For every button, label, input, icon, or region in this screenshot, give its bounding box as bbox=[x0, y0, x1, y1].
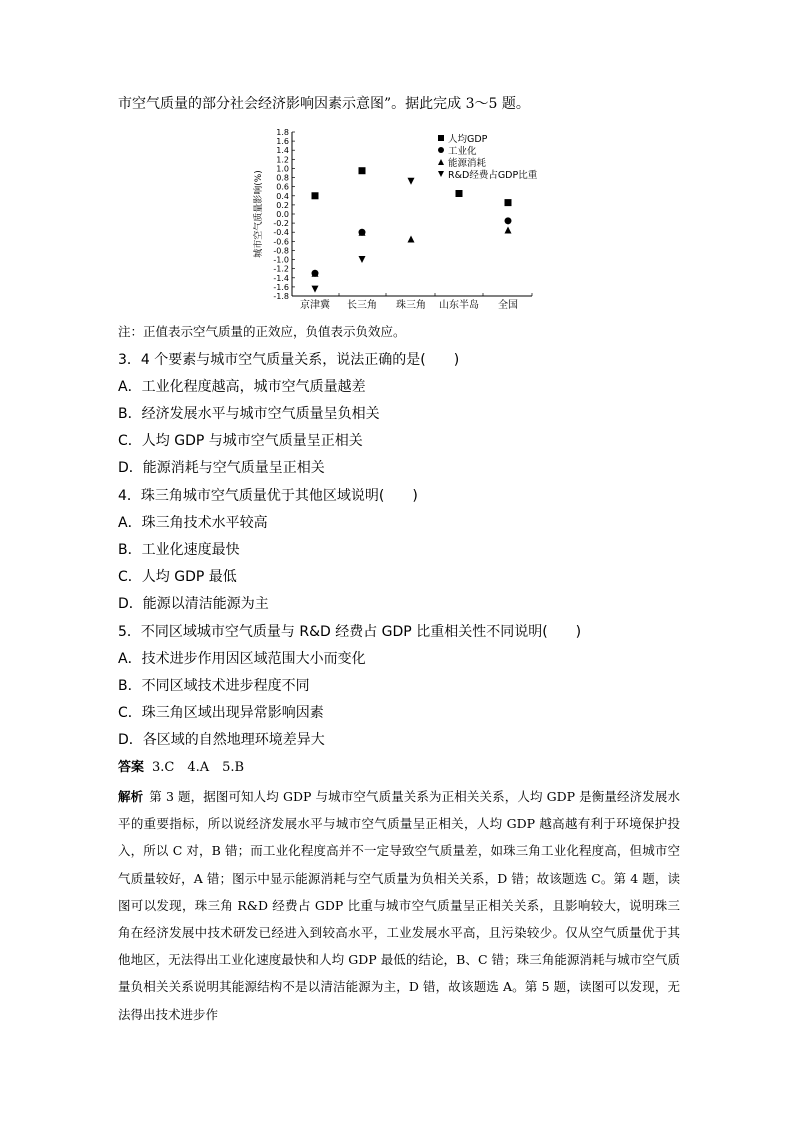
question-5-option-c: C．珠三角区域出现异常影响因素 bbox=[118, 705, 324, 721]
y-tick-label: 1.4 bbox=[276, 146, 289, 156]
y-tick-label: -0.6 bbox=[273, 237, 289, 247]
point-rd-ratio bbox=[312, 286, 319, 293]
point-energy-consumption bbox=[505, 226, 512, 233]
question-3-option-b: B．经济发展水平与城市空气质量呈负相关 bbox=[118, 406, 380, 422]
y-tick-label: 0.4 bbox=[276, 191, 289, 201]
question-4-option-a: A．珠三角技术水平较高 bbox=[118, 515, 268, 531]
x-tick-label: 珠三角 bbox=[396, 300, 426, 311]
legend-label-rd-ratio: R&D经费占GDP比重 bbox=[448, 170, 538, 181]
y-tick-label: -1.4 bbox=[273, 273, 289, 283]
legend-marker-energy-consumption bbox=[438, 159, 444, 165]
y-tick-label: 0.0 bbox=[276, 210, 289, 219]
legend-marker-industrialization bbox=[438, 147, 444, 153]
point-rd-ratio bbox=[359, 256, 366, 263]
y-tick-label: -1.0 bbox=[273, 255, 289, 265]
y-tick-label: 1.8 bbox=[276, 128, 289, 137]
y-axis-label bbox=[252, 170, 264, 258]
analysis-paragraph bbox=[118, 783, 680, 1028]
chart-axes bbox=[292, 132, 532, 296]
intro-text: 市空气质量的部分社会经济影响因素示意图”。据此完成 3～5 题。 bbox=[118, 96, 530, 112]
question-5-stem: 5．不同区域城市空气质量与 R&D 经费占 GDP 比重相关性不同说明( ) bbox=[118, 624, 582, 640]
question-3-option-c: C．人均 GDP 与城市空气质量呈正相关 bbox=[118, 433, 363, 449]
analysis-text: 第 3 题，据图可知人均 GDP 与城市空气质量关系为正相关关系，人均 GDP 是衡量经济发展水平的重要指标，所以说经济发展水平与城市空气质量呈正相关，人均 GDP 越高越有利于环境保护投入，所以 C 对，B 错；而工业化程度高并不一定导致空气质量差，如珠三角工业化程度高，但城市空气质量较好，A 错；图示中显示能源消耗与空气质量为负相关关系，D 错；故该题选 C。第 4 题，读图可以发现，珠三角 R&D 经费占 GDP 比重与城市空气质量呈正相关关系，且影响较大，说明珠三角在经济发展中技术研发已经进入到较高水平，工业发展水平高，且污染较少。仅从空气质量优于其他地区，无法得出工业化速度最快和人均 GDP 最低的结论，B、C 错；珠三角能源消耗与城市空气质量负相关关系说明其能源结构不是以清洁能源为主，D 错，故该题选 A。第 5 题，读图可以发现，无法得出技术进步作 bbox=[118, 789, 680, 1022]
question-4-stem: 4．珠三角城市空气质量优于其他区域说明( ) bbox=[118, 488, 418, 504]
question-4-option-d: D．能源以清洁能源为主 bbox=[118, 596, 269, 612]
y-tick-label: -1.8 bbox=[273, 292, 289, 301]
chart-note: 注：正值表示空气质量的正效应，负值表示负效应。 bbox=[118, 324, 406, 339]
legend-marker-gdp-per-capita bbox=[438, 135, 444, 141]
y-tick-label: 0.8 bbox=[276, 173, 289, 183]
x-tick-label: 京津冀 bbox=[300, 300, 330, 311]
y-tick-label: 0.2 bbox=[276, 200, 289, 210]
y-tick-label: 1.0 bbox=[276, 164, 289, 174]
legend-marker-rd-ratio bbox=[438, 171, 444, 177]
point-rd-ratio bbox=[408, 178, 415, 185]
question-4-option-c: C．人均 GDP 最低 bbox=[118, 569, 237, 585]
point-industrialization bbox=[505, 217, 512, 224]
y-tick-label: -0.4 bbox=[273, 228, 289, 238]
question-5-option-b: B．不同区域技术进步程度不同 bbox=[118, 678, 310, 694]
y-tick-label: -1.6 bbox=[273, 282, 289, 292]
data-marks bbox=[312, 167, 512, 292]
legend-label-energy-consumption: 能源消耗 bbox=[448, 158, 487, 169]
y-tick-label: 1.2 bbox=[276, 155, 289, 165]
point-gdp-per-capita bbox=[456, 190, 463, 197]
answer-label: 答案 bbox=[118, 760, 145, 775]
question-4-option-b: B．工业化速度最快 bbox=[118, 542, 240, 558]
question-5-option-d: D．各区域的自然地理环境差异大 bbox=[118, 732, 325, 748]
y-tick-label: 1.6 bbox=[276, 137, 289, 147]
y-tick-label: -0.8 bbox=[273, 246, 289, 256]
question-3-option-a: A．工业化程度越高，城市空气质量越差 bbox=[118, 379, 366, 395]
y-tick-label: 0.6 bbox=[276, 182, 289, 192]
point-energy-consumption bbox=[408, 236, 415, 243]
point-gdp-per-capita bbox=[359, 167, 366, 174]
answer-text: 3.C 4.A 5.B bbox=[152, 760, 245, 775]
answer-line bbox=[118, 758, 244, 778]
point-gdp-per-capita bbox=[312, 192, 319, 199]
x-tick-label: 山东半岛 bbox=[439, 300, 479, 311]
scatter-chart bbox=[250, 122, 550, 318]
x-tick-label: 全国 bbox=[498, 300, 518, 311]
x-tick-label: 长三角 bbox=[347, 300, 377, 311]
y-tick-label: -0.2 bbox=[273, 219, 289, 229]
analysis-label: 解析 bbox=[118, 789, 144, 804]
question-5-option-a: A．技术进步作用因区域范围大小而变化 bbox=[118, 651, 366, 667]
legend-label-gdp-per-capita: 人均GDP bbox=[448, 134, 488, 145]
y-tick-label: -1.2 bbox=[273, 264, 289, 274]
chart-legend bbox=[438, 133, 538, 181]
question-3-stem: 3．4 个要素与城市空气质量关系，说法正确的是( ) bbox=[118, 352, 460, 368]
point-gdp-per-capita bbox=[505, 199, 512, 206]
question-3-option-d: D．能源消耗与空气质量呈正相关 bbox=[118, 460, 325, 476]
legend-label-industrialization: 工业化 bbox=[448, 146, 477, 157]
y-axis-title: 城市空气质量影响(%) bbox=[254, 170, 264, 258]
